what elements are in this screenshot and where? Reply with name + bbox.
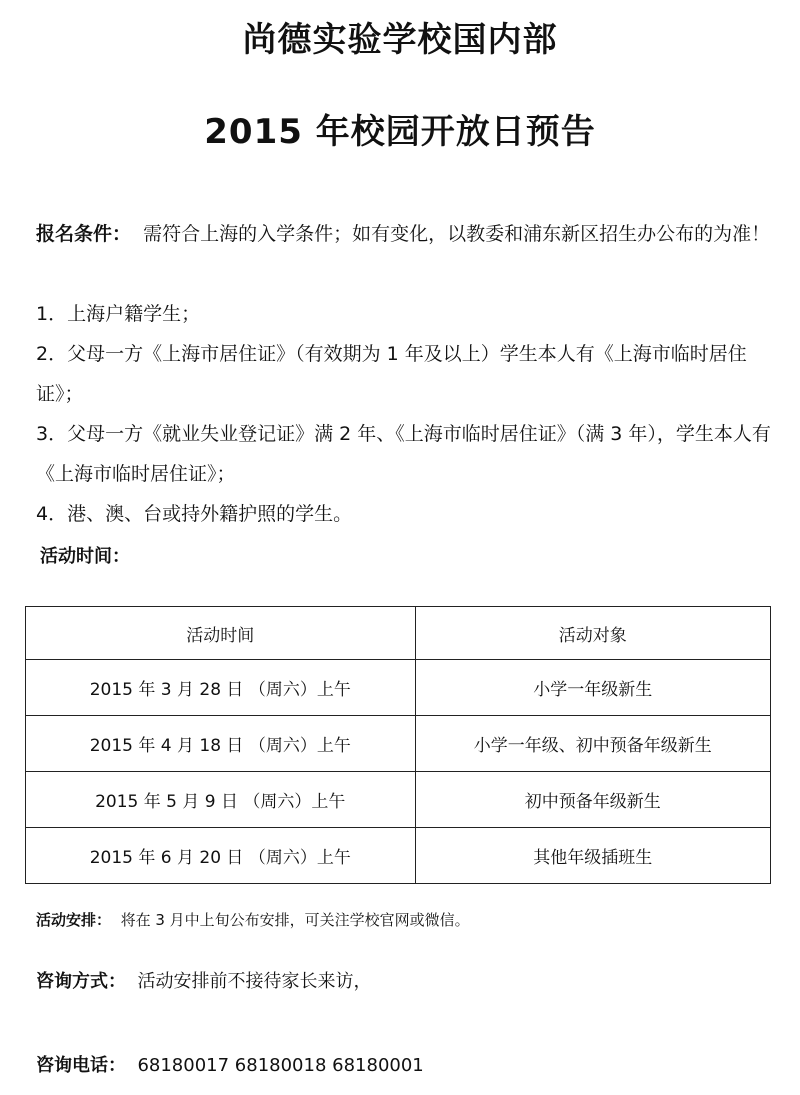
- row-date: 2015 年 5 月 9 日 （周六）上午: [26, 772, 416, 828]
- header-activity-time: 活动时间: [26, 607, 416, 660]
- eligibility-item-2: 2．父母一方《上海市居住证》（有效期为 1 年及以上）学生本人有《上海市临时居住证》；: [36, 343, 747, 405]
- eligibility-intro-text: 需符合上海的入学条件；如有变化，以教委和浦东新区招生办公布的为准！: [143, 223, 771, 245]
- eligibility-label: 报名条件：: [36, 223, 132, 245]
- phone-numbers: 68180017 68180018 68180001: [137, 1055, 424, 1076]
- table-row: [26, 660, 771, 716]
- schedule-table: [25, 606, 771, 884]
- phone-label: 咨询电话：: [36, 1055, 126, 1076]
- table-header-row: [26, 607, 771, 660]
- eligibility-item-1: 1．上海户籍学生；: [36, 303, 201, 325]
- consult-label: 咨询方式：: [36, 971, 126, 992]
- consult-text: 活动安排前不接待家长来访，: [137, 971, 372, 992]
- table-row: [26, 828, 771, 884]
- row-date: 2015 年 3 月 28 日 （周六）上午: [26, 660, 416, 716]
- eligibility-item-4: 4．港、澳、台或持外籍护照的学生。: [36, 503, 353, 525]
- eligibility-item-3: 3．父母一方《就业失业登记证》满 2 年、《上海市临时居住证》（满 3 年），学生本人有《上海市临时居住证》；: [36, 423, 771, 485]
- row-date: 2015 年 4 月 18 日 （周六）上午: [26, 716, 416, 772]
- row-target: 其他年级插班生: [415, 828, 770, 884]
- arrangement-line: [36, 906, 776, 934]
- table-row: [26, 716, 771, 772]
- row-target: 小学一年级、初中预备年级新生: [415, 716, 770, 772]
- consult-line: [36, 968, 776, 996]
- row-target: 小学一年级新生: [415, 660, 770, 716]
- activity-time-label: 活动时间：: [40, 546, 130, 567]
- row-target: 初中预备年级新生: [415, 772, 770, 828]
- header-activity-target: 活动对象: [415, 607, 770, 660]
- arrangement-text: 将在 3 月中上旬公布安排，可关注学校官网或微信。: [120, 911, 470, 929]
- row-date: 2015 年 6 月 20 日 （周六）上午: [26, 828, 416, 884]
- page-subtitle: 2015 年校园开放日预告: [204, 112, 596, 152]
- arrangement-label: 活动安排：: [36, 911, 112, 929]
- page-title: 尚德实验学校国内部: [242, 20, 558, 60]
- phone-line: [36, 1052, 776, 1080]
- table-row: [26, 772, 771, 828]
- eligibility-intro: [36, 214, 776, 254]
